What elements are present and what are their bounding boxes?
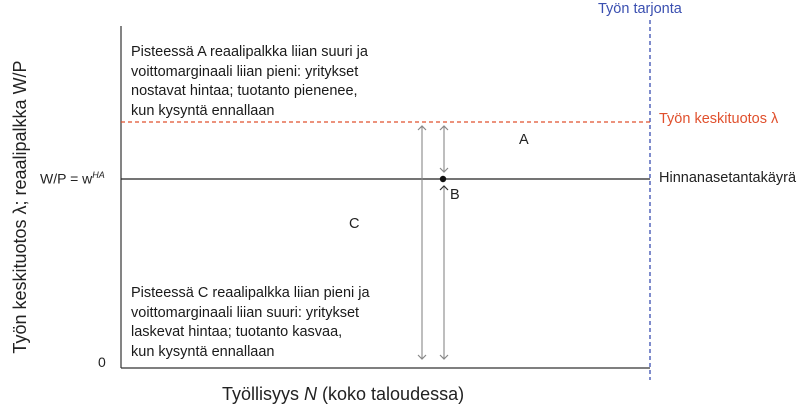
point-b-dot <box>440 176 446 182</box>
price-setting-label: Hinnanasetantakäyrä <box>659 170 797 186</box>
wp-label-main: W/P = w <box>40 170 93 187</box>
wp-label <box>40 170 105 187</box>
note-c-line: voittomarginaali liian suuri: yritykset <box>131 304 360 321</box>
note-c <box>131 284 370 362</box>
y-axis-label: Työn keskituotos λ; reaalipalkka W/P <box>10 60 30 354</box>
note-c-line: laskevat hintaa; tuotanto kasvaa, <box>131 324 343 340</box>
note-a <box>131 43 368 121</box>
x-axis-label <box>222 384 464 405</box>
x-axis-label-var: N <box>304 384 318 404</box>
avg-product-label: Työn keskituotos λ <box>659 111 779 127</box>
x-axis-label-pre: Työllisyys <box>222 384 305 404</box>
note-a-line: voittomarginaali liian pieni: yritykset <box>131 63 359 80</box>
point-a-label: A <box>519 132 529 148</box>
note-a-line: Pisteessä A reaalipalkka liian suuri ja <box>131 44 368 60</box>
point-b-label: B <box>450 187 460 203</box>
note-a-line: kun kysyntä ennallaan <box>131 102 275 119</box>
note-c-line: kun kysyntä ennallaan <box>131 343 275 360</box>
x-axis-label-post: (koko taloudessa) <box>317 384 465 404</box>
y-zero-label: 0 <box>98 354 106 370</box>
note-a-line: nostavat hintaa; tuotanto pienenee, <box>131 83 358 99</box>
labor-supply-label: Työn tarjonta <box>598 1 682 17</box>
point-c-label: C <box>349 216 360 232</box>
wp-label-sup: HA <box>92 170 105 180</box>
note-c-line: Pisteessä C reaalipalkka liian pieni ja <box>131 285 370 301</box>
